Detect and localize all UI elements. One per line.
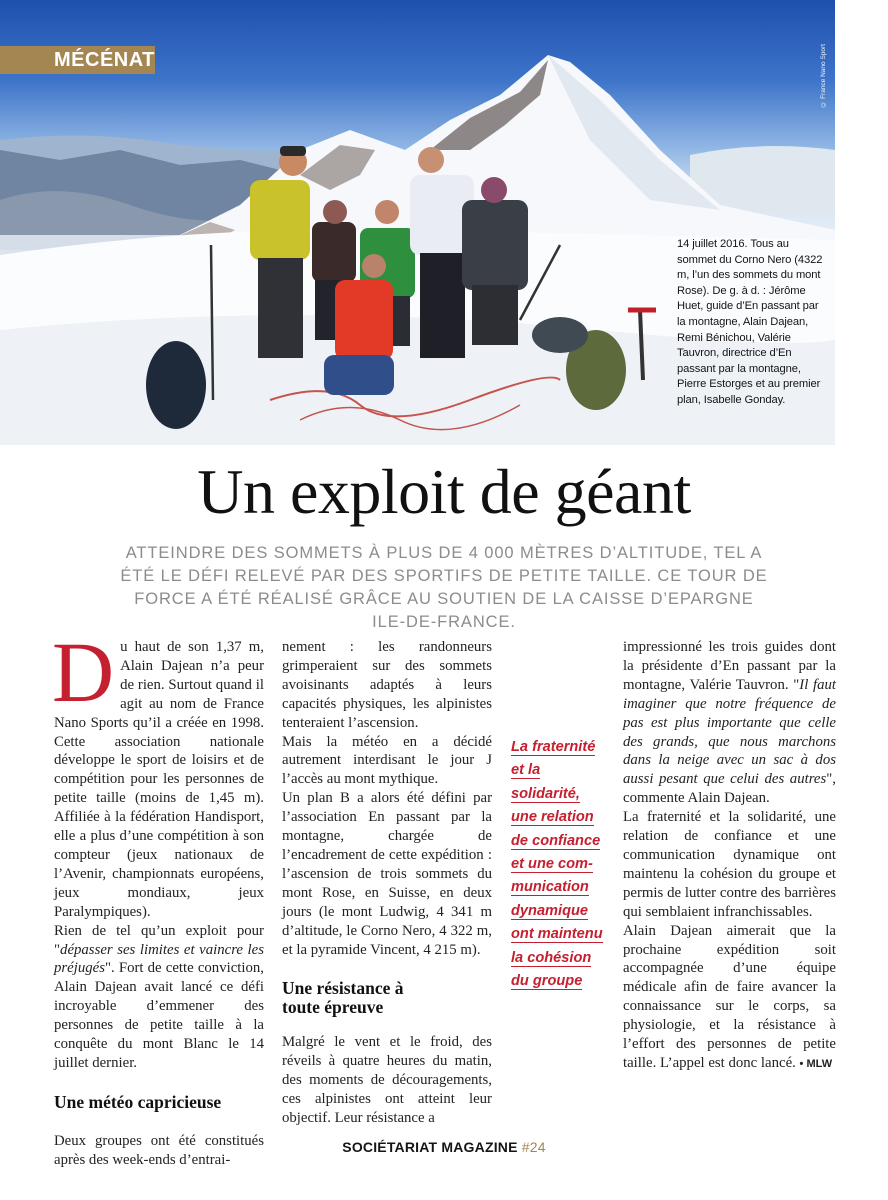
pull-quote-line: du groupe [511,973,583,990]
pull-quote-line: solidarité, [511,785,580,802]
pull-quote-line: et la [511,762,541,779]
body-column-2 [282,638,492,1128]
pull-quote-line: munication [511,879,589,896]
paragraph: Un plan B a alors été défini par l’association En passant par la montagne, chargée de l’encadrement de cette expédition : l’ascension de trois sommets du mont Rose, en Suisse, en deux jours (le mont Ludwig, 4 341 m d’altitude, le Corno Nero, 4 322 m, et la pyramide Vincent, 4 215 m). [282,790,492,958]
pull-quote-line: la cohésion [511,949,592,966]
section-tag: MÉCÉNAT [0,46,155,74]
pull-quote-line: de confiance [511,832,601,849]
magazine-name: SOCIÉTARIAT MAGAZINE [342,1139,518,1155]
paragraph [623,638,836,808]
paragraph-text: impressionné les trois guides dont la présidente d’En passant par la montagne, Valérie Tauvron. " [623,639,836,693]
article-deck: ATTEINDRE DES SOMMETS À PLUS DE 4 000 MÈTRES D’ALTITUDE, TEL A ÉTÉ LE DÉFI RELEVÉ PAR DES SPORTIFS DE PETITE TAILLE. CE TOUR DE FORCE A ÉTÉ RÉALISÉ GRÂCE AU SOUTIEN DE LA CAISSE D’EPARGNE ILE-DE-FRANCE. [120,544,768,631]
paragraph [54,922,264,1073]
body-column-3 [623,638,836,1074]
photo-caption: 14 juillet 2016. Tous au sommet du Corno Nero (4322 m, l’un des sommets du mont Rose). De g. à d. : Jérôme Huet, guide d’En passant par la montagne, Alain Dajean, Remi Bénichou, Valérie Tauvron, directrice d’En passant par la montagne, Pierre Estorges et au premier plan, Isabelle Gonday. [677,238,823,406]
pull-quote [511,736,611,993]
issue-number: #24 [521,1139,546,1155]
paragraph: Malgré le vent et le froid, des réveils à quatre heures du matin, des moments de découragements, ces alpinistes ont atteint leur objectif. Leur résistance a [282,1034,492,1127]
paragraph-text: Alain Dajean aimerait que la prochaine expédition soit accompagnée d’une équipe médicale afin de faire avancer la connaissance sur le corps, sa physiologie, et la résistance à l’effort des personnes de petite taille. L’appel est donc lancé. [623,922,836,1071]
subheading: Une météo capricieuse [54,1091,222,1112]
pull-quote-line: La fraternité [511,739,596,755]
hero-photo [0,0,835,445]
paragraph-text: u haut de son 1,37 m, Alain Dajean n’a peur de rien. Surtout quand il agit au nom de France Nano Sports qu’il a créée en 1998. Cette association nationale développe le sport de loisirs et de compétition pour les personnes de petite taille (moins de 1,45 m). Affiliée à la fédération Handisport, elle a plus d’une compétition à son compteur (jeux nationaux de l’Avenir, championnats européens, jeux mondiaux, jeux Paralympiques). [54,639,264,920]
photo-credit: © France Nano Sport [820,44,827,108]
page-footer [0,1139,888,1155]
pull-quote-line: ont maintenu [511,926,603,943]
pull-quote-line: dynamique [511,902,589,919]
paragraph: La fraternité et la solidarité, une relation de confiance et une communication dynamique ont maintenu la cohésion du groupe et permis de lutter contre des barrières qui semblaient infranchissables. [623,809,836,920]
pull-quote-line: une relation [511,809,594,826]
paragraph-text: Rien de tel qu’un exploit pour " [54,922,264,958]
subheading: Une résistance à toute épreuve [282,978,404,1018]
paragraph [52,624,264,922]
body-column-1 [52,624,264,1170]
paragraph: Deux groupes ont été constitués après des week-ends d’entrai- [54,1132,264,1168]
paragraph: Mais la météo en a décidé autrement interdisant le jour J l’accès au mont mythique. [282,733,492,788]
quote-text: Il faut imaginer que notre fréquence de pas est plus importante que celle des grands, que nous marchons dans la neige avec un sac à dos aussi pesant que celui des autres [623,676,836,788]
drop-cap: D [52,624,115,720]
article-title: Un exploit de géant [197,456,691,527]
paragraph: nement : les randonneurs grimperaient sur des sommets avoisinants adaptés à leurs capacités physiques, les alpinistes tenteraient l’ascension. [282,639,492,731]
pull-quote-line: et une com- [511,856,593,873]
author-signature: • MLW [799,1057,833,1070]
paragraph-text: ", commente Alain Dajean. [623,771,836,807]
paragraph [623,922,836,1074]
paragraph-text: ". Fort de cette conviction, Alain Dajean avait lancé ce défi incroyable d’emmener des personnes de petite taille à la conquête du mont Blanc le 14 juillet dernier. [54,960,264,1071]
quote-text: dépasser ses limites et vaincre les préjugés [54,941,264,977]
